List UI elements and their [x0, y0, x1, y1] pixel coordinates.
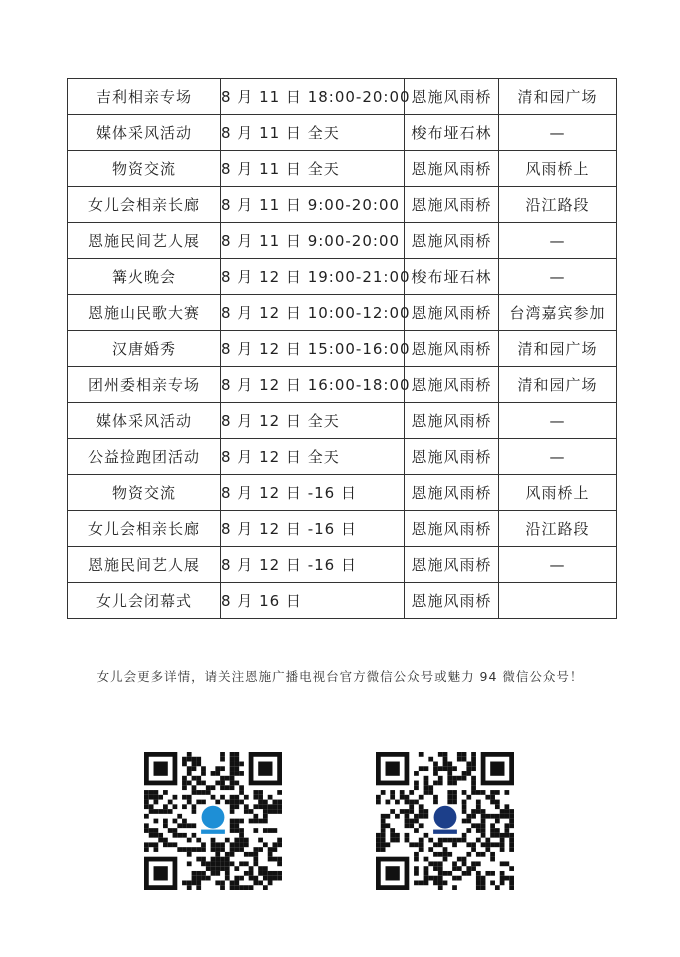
- event-cell: 媒体采风活动: [68, 115, 221, 151]
- place-cell: 恩施风雨桥: [405, 547, 499, 583]
- note-cell: 清和园广场: [499, 367, 617, 403]
- event-cell: 媒体采风活动: [68, 403, 221, 439]
- place-cell: 梭布垭石林: [405, 259, 499, 295]
- note-cell: —: [499, 115, 617, 151]
- event-cell: 女儿会闭幕式: [68, 583, 221, 619]
- time-cell: 8 月 12 日 全天: [221, 403, 405, 439]
- place-cell: 恩施风雨桥: [405, 331, 499, 367]
- note-cell: 台湾嘉宾参加: [499, 295, 617, 331]
- table-row: [68, 187, 617, 223]
- time-cell: 8 月 12 日 16:00-18:00: [221, 367, 405, 403]
- note-cell: 风雨桥上: [499, 151, 617, 187]
- table-row: [68, 259, 617, 295]
- qr-code-enshi-tv: [144, 752, 282, 890]
- place-cell: 恩施风雨桥: [405, 475, 499, 511]
- place-cell: 恩施风雨桥: [405, 151, 499, 187]
- table-row: [68, 439, 617, 475]
- table-row: [68, 367, 617, 403]
- event-cell: 物资交流: [68, 151, 221, 187]
- time-cell: 8 月 16 日: [221, 583, 405, 619]
- time-cell: 8 月 12 日 -16 日: [221, 475, 405, 511]
- event-cell: 篝火晚会: [68, 259, 221, 295]
- place-cell: 恩施风雨桥: [405, 403, 499, 439]
- note-cell: —: [499, 259, 617, 295]
- place-cell: 恩施风雨桥: [405, 295, 499, 331]
- time-cell: 8 月 12 日 19:00-21:00: [221, 259, 405, 295]
- place-cell: 恩施风雨桥: [405, 583, 499, 619]
- time-cell: 8 月 11 日 9:00-20:00: [221, 187, 405, 223]
- place-cell: 恩施风雨桥: [405, 367, 499, 403]
- note-cell: —: [499, 223, 617, 259]
- note-cell: 清和园广场: [499, 79, 617, 115]
- event-cell: 女儿会相亲长廊: [68, 187, 221, 223]
- note-cell: [499, 583, 617, 619]
- table-row: [68, 331, 617, 367]
- time-cell: 8 月 12 日 15:00-16:00: [221, 331, 405, 367]
- time-cell: 8 月 11 日 9:00-20:00: [221, 223, 405, 259]
- time-cell: 8 月 11 日 全天: [221, 115, 405, 151]
- place-cell: 梭布垭石林: [405, 115, 499, 151]
- qr-code-icon: [376, 752, 514, 890]
- schedule-body: [68, 79, 617, 619]
- event-cell: 汉唐婚秀: [68, 331, 221, 367]
- place-cell: 恩施风雨桥: [405, 439, 499, 475]
- event-cell: 女儿会相亲长廊: [68, 511, 221, 547]
- note-cell: —: [499, 547, 617, 583]
- time-cell: 8 月 11 日 18:00-20:00: [221, 79, 405, 115]
- time-cell: 8 月 12 日 10:00-12:00: [221, 295, 405, 331]
- time-cell: 8 月 11 日 全天: [221, 151, 405, 187]
- note-cell: 沿江路段: [499, 511, 617, 547]
- table-row: [68, 403, 617, 439]
- note-cell: 沿江路段: [499, 187, 617, 223]
- place-cell: 恩施风雨桥: [405, 511, 499, 547]
- follow-notice: 女儿会更多详情，请关注恩施广播电视台官方微信公众号或魅力 94 微信公众号！: [96, 669, 584, 684]
- time-cell: 8 月 12 日 -16 日: [221, 547, 405, 583]
- event-cell: 恩施民间艺人展: [68, 547, 221, 583]
- note-cell: 清和园广场: [499, 331, 617, 367]
- table-row: [68, 583, 617, 619]
- event-cell: 恩施山民歌大赛: [68, 295, 221, 331]
- event-cell: 物资交流: [68, 475, 221, 511]
- table-row: [68, 151, 617, 187]
- qr-code-icon: [144, 752, 282, 890]
- note-cell: 风雨桥上: [499, 475, 617, 511]
- table-row: [68, 79, 617, 115]
- event-cell: 吉利相亲专场: [68, 79, 221, 115]
- event-cell: 团州委相亲专场: [68, 367, 221, 403]
- place-cell: 恩施风雨桥: [405, 79, 499, 115]
- table-row: [68, 295, 617, 331]
- table-row: [68, 547, 617, 583]
- table-row: [68, 115, 617, 151]
- note-cell: —: [499, 439, 617, 475]
- schedule-table: [67, 78, 617, 619]
- table-row: [68, 511, 617, 547]
- time-cell: 8 月 12 日 全天: [221, 439, 405, 475]
- table-row: [68, 475, 617, 511]
- qr-code-meili94: [376, 752, 514, 890]
- note-cell: —: [499, 403, 617, 439]
- time-cell: 8 月 12 日 -16 日: [221, 511, 405, 547]
- place-cell: 恩施风雨桥: [405, 223, 499, 259]
- place-cell: 恩施风雨桥: [405, 187, 499, 223]
- event-cell: 公益捡跑团活动: [68, 439, 221, 475]
- table-row: [68, 223, 617, 259]
- event-cell: 恩施民间艺人展: [68, 223, 221, 259]
